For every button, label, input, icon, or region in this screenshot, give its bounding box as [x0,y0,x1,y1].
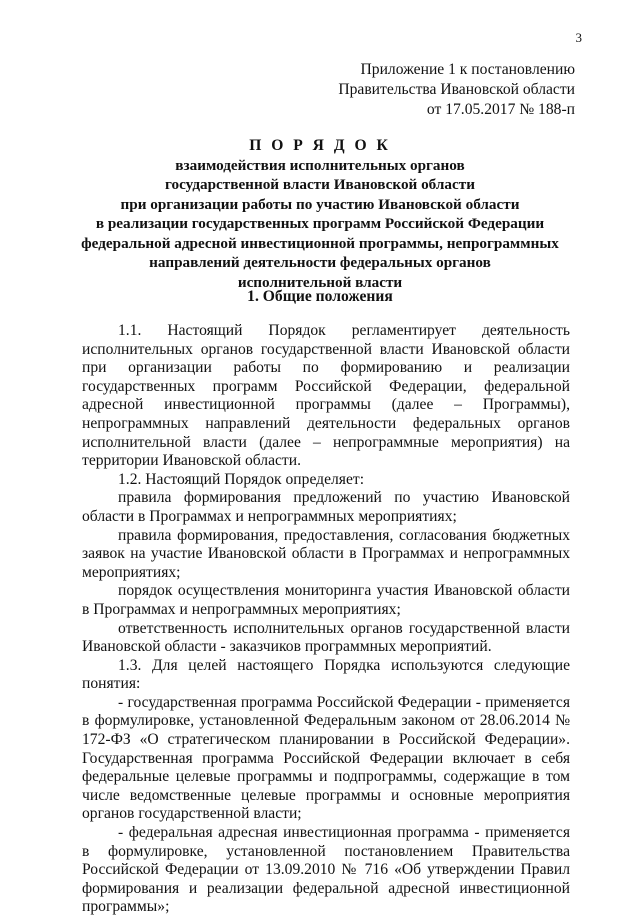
paragraph: 1.1. Настоящий Порядок регламентирует деятельность исполнительных органов государственной власти Ивановской области при организации работы по формированию и реализации государственных программ Российской Федерации, федеральной адресной инвестиционной программы (далее – Программы), непрограммных направлений деятельности федеральных органов исполнительной власти (далее – непрограммные мероприятия) на территории Ивановской области. [82,322,570,470]
paragraph: правила формирования предложений по участию Ивановской области в Программах и непрограммных мероприятиях; [82,489,570,525]
title-line: взаимодействия исполнительных органов [175,156,465,174]
title-line: в реализации государственных программ Российской Федерации [95,215,545,232]
body-text [82,322,570,917]
title-line: направлений деятельности федеральных органов [149,254,491,271]
page-number: 3 [575,30,582,45]
title-line: федеральной адресной инвестиционной программы, непрограммных [81,234,559,252]
annex-block [338,60,575,120]
annex-line-1: Приложение 1 к постановлению [360,61,575,78]
paragraph: ответственность исполнительных органов государственной власти Ивановской области - заказчиков программных мероприятий. [82,619,570,656]
annex-line-3: от 17.05.2017 № 188-п [426,101,575,118]
paragraph: порядок осуществления мониторинга участия Ивановской области в Программах и непрограммных мероприятиях; [82,582,570,618]
paragraph: - государственная программа Российской Федерации - применяется в формулировке, установленной Федеральным законом от 28.06.2014 № 172-ФЗ «О стратегическом планировании в Российской Федерации». Государственная программа Российской Федерации включает в себя федеральные целевые программы и подпрограммы, содержащие в том числе ведомственные целевые программы и основные мероприятия органов государственной власти; [82,693,570,823]
title-main: П О Р Я Д О К [249,137,391,154]
annex-line-2: Правительства Ивановской области [338,81,575,98]
title-line: государственной власти Ивановской области [165,176,475,193]
paragraph: - федеральная адресная инвестиционная программа - применяется в формулировке, установленной постановлением Правительства Российской Федерации от 13.09.2010 № 716 «Об утверждении Правил формирования и реализации федеральной адресной инвестиционной программы»; [82,824,570,916]
title-line: при организации работы по участию Ивановской области [120,195,520,213]
paragraph: 1.3. Для целей настоящего Порядка используются следующие понятия: [82,656,570,693]
paragraph: 1.2. Настоящий Порядок определяет: [118,470,365,488]
section-heading: 1. Общие положения [247,288,393,305]
paragraph: правила формирования, предоставления, согласования бюджетных заявок на участие Ивановской области в Программах и непрограммных мероприятиях; [82,526,570,581]
title-line: исполнительной власти [237,273,403,291]
document-title [60,136,580,292]
